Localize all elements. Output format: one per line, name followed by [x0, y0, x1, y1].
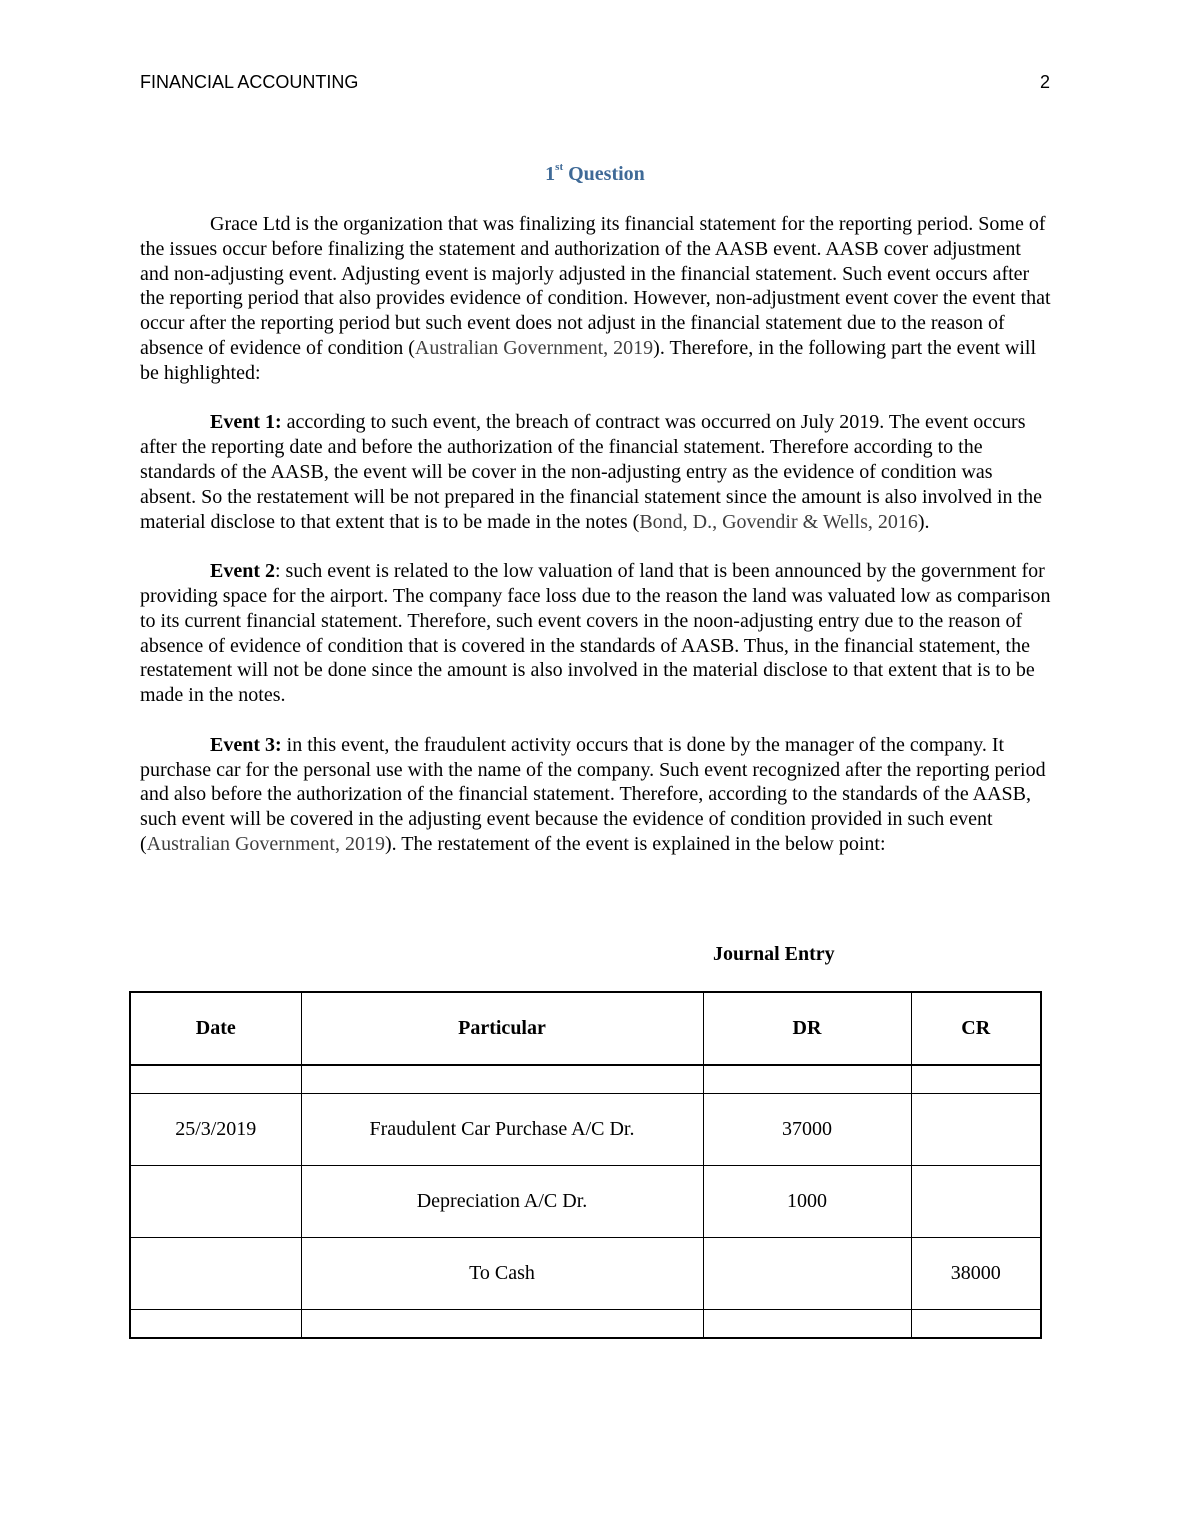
table-header-row: [130, 992, 1041, 1065]
question-heading: [0, 163, 1190, 186]
event2-text: : such event is related to the low valuation of land that is been announced by the government for providing space for the airport. The company face loss due to the reason the land was valuated low as comparison to its current financial statement. Therefore, such event covers in the noon-adjusting entry due to the reason of absence of evidence of condition that is covered in the standards of AASB. Thus, in the financial statement, the restatement will not be done since the amount is also involved in the material disclose to that extent that is to be made in the notes.: [140, 560, 1051, 707]
cell-dr: 1000: [703, 1166, 911, 1238]
table-row: [130, 1065, 1041, 1094]
cell-cr: 38000: [911, 1238, 1041, 1310]
journal-entry-table: [129, 991, 1042, 1339]
intro-citation: Australian Government, 2019: [414, 336, 654, 359]
document-body: [140, 212, 1052, 882]
table-cell: [130, 1065, 301, 1094]
cell-dr: [703, 1238, 911, 1310]
page-header: [140, 72, 1050, 96]
table-cell: [911, 1310, 1041, 1339]
table-row: [130, 1238, 1041, 1310]
header-particular: Particular: [301, 992, 703, 1065]
intro-paragraph: [140, 212, 1052, 386]
cell-particular: Fraudulent Car Purchase A/C Dr.: [301, 1094, 703, 1166]
header-date: Date: [130, 992, 301, 1065]
cell-date: 25/3/2019: [130, 1094, 301, 1166]
event1-paragraph: [140, 410, 1052, 534]
cell-particular: Depreciation A/C Dr.: [301, 1166, 703, 1238]
table-row: [130, 1094, 1041, 1166]
event2-label: Event 2: [210, 560, 275, 583]
header-cr: CR: [911, 992, 1041, 1065]
event3-paragraph: [140, 733, 1052, 857]
cell-date: [130, 1238, 301, 1310]
event3-label: Event 3:: [210, 733, 282, 756]
event3-citation: Australian Government, 2019: [146, 832, 385, 855]
cell-cr: [911, 1094, 1041, 1166]
cell-date: [130, 1166, 301, 1238]
table-cell: [301, 1065, 703, 1094]
header-dr: DR: [703, 992, 911, 1065]
question-label: Question: [568, 163, 645, 185]
table-row: [130, 1166, 1041, 1238]
intro-after: ). Therefore, in the following part the event will be highlighted:: [140, 336, 1037, 384]
event2-paragraph: [140, 559, 1052, 708]
cell-particular: To Cash: [301, 1238, 703, 1310]
header-title: FINANCIAL ACCOUNTING: [140, 72, 359, 92]
table-cell: [703, 1310, 911, 1339]
table-row: [130, 1310, 1041, 1339]
event3-text: in this event, the fraudulent activity occurs that is done by the manager of the company. It purchase car for the personal use with the name of the company. Such event recognized after the reporting period and also before the authorization of the financial statement. Therefore, according to the standards of the AASB, such event will be covered in the adjusting event because the evidence of condition provided in such event (: [140, 733, 1046, 855]
table-cell: [911, 1065, 1041, 1094]
journal-entry-title: Journal Entry: [713, 943, 835, 965]
table-cell: [130, 1310, 301, 1339]
table-cell: [301, 1310, 703, 1339]
cell-cr: [911, 1166, 1041, 1238]
question-number: 1: [545, 163, 556, 185]
event1-text: according to such event, the breach of contract was occurred on July 2019. The event occurs after the reporting date and before the authorization of the financial statement. Therefore according to the standards of the AASB, the event will be cover in the non-adjusting entry as the evidence of condition was absent. So the restatement will be not prepared in the financial statement since the amount is also involved in the material disclose to that extent that is to be made in the notes (: [140, 411, 1042, 533]
intro-text: Grace Ltd is the organization that was finalizing its financial statement for the reporting period. Some of the issues occur before finalizing the statement and authorization of the AASB event. AASB cover adjustment and non-adjusting event. Adjusting event is majorly adjusted in the financial statement. Such event occurs after the reporting period that also provides evidence of condition. However, non-adjustment event cover the event that occur after the reporting period but such event does not adjust in the financial statement due to the reason of absence of evidence of condition (: [140, 213, 1051, 359]
event1-after: ).: [917, 510, 930, 533]
event1-label: Event 1:: [210, 411, 282, 434]
event1-citation: Bond, D., Govendir & Wells, 2016: [639, 510, 918, 533]
table-cell: [703, 1065, 911, 1094]
cell-dr: 37000: [703, 1094, 911, 1166]
question-number-suffix: st: [555, 161, 564, 174]
page-number: 2: [1039, 72, 1050, 92]
event3-after: ). The restatement of the event is explained in the below point:: [384, 832, 886, 855]
